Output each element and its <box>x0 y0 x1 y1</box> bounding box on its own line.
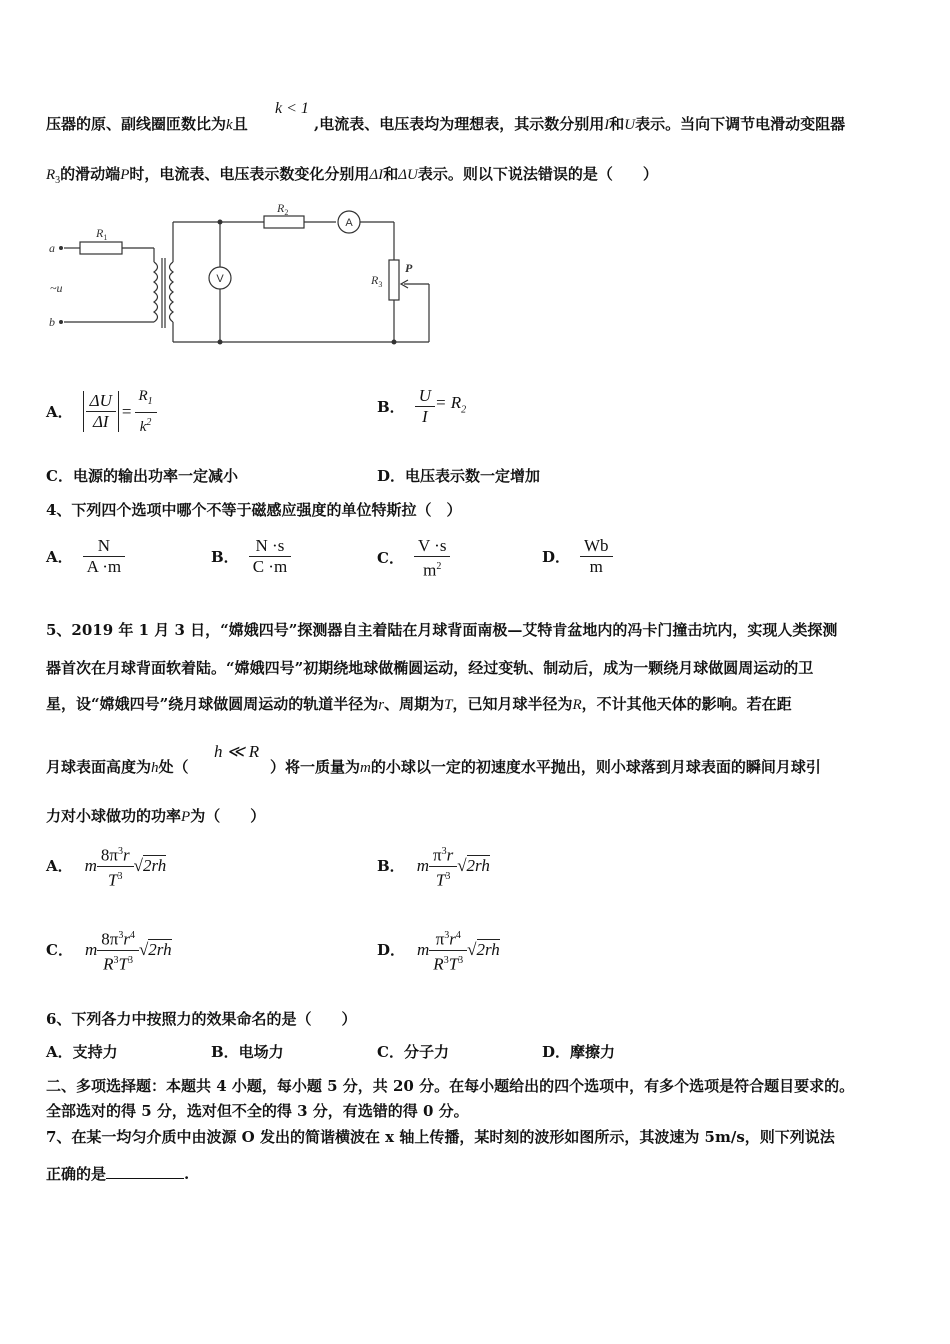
q3-condition-k: k < 1 <box>275 100 309 117</box>
r1-label: $R_1$ <box>96 226 108 242</box>
source-u-label: ~u <box>50 281 63 295</box>
voltmeter-label: V <box>216 273 224 285</box>
ammeter-label: A <box>345 217 353 229</box>
circuit-diagram <box>44 200 444 350</box>
q3-option-c[interactable]: C．电源的输出功率一定减小 <box>46 467 238 485</box>
q5-line2: 器首次在月球背面软着陆。“嫦娥四号”初期绕地球做椭圆运动，经过变轨、制动后，成为一颗绕月球做圆周运动的卫 <box>46 659 814 677</box>
q3-line1-cont: ,电流表、电压表均为理想表，其示数分别用I和U表示。当向下调节电滑动变阻器 <box>314 115 846 133</box>
answer-blank[interactable] <box>106 1164 184 1179</box>
section2-line1: 二、多项选择题：本题共 4 小题，每小题 5 分，共 20 分。在每小题给出的四个选项中，有多个选项是符合题目要求的。 <box>46 1077 855 1095</box>
q3-option-b[interactable]: B． $\frac{U}{I}$ = $R_2$ <box>377 386 467 426</box>
q6-stem: 6、下列各力中按照力的效果命名的是（ ） <box>46 1010 357 1028</box>
q5-option-b[interactable]: B． m $\frac{\pi^3r}{T^3}$ √2rh <box>377 842 490 890</box>
q5-line4: 月球表面高度为h处（ <box>46 758 189 776</box>
r3-label: $R_3$ <box>371 273 383 289</box>
slider-p-label: P <box>405 261 413 275</box>
q3-line2: $R_3$的滑动端P时，电流表、电压表示数变化分别用ΔI和ΔU表示。则以下说法错误的是（ ） <box>46 165 658 186</box>
q4-option-a[interactable]: A． $\frac{N}{A \cdot m}$ <box>46 536 125 577</box>
q5-option-d[interactable]: D． m $\frac{\pi^3r^4}{R^3T^3}$ √2rh <box>377 926 500 974</box>
q4-option-d[interactable]: D． $\frac{Wb}{m}$ <box>542 536 613 577</box>
sqrt-sign: √2rh <box>138 940 172 960</box>
q4-option-b[interactable]: B． $\frac{N \cdot s}{C \cdot m}$ <box>211 536 291 577</box>
q7-line2: 正确的是 . <box>46 1165 190 1183</box>
q6-option-c[interactable]: C．分子力 <box>377 1043 449 1061</box>
q5-option-a[interactable]: A． m $\frac{8\pi^3r}{T^3}$ √2rh <box>46 842 166 890</box>
q5-option-c[interactable]: C． m $\frac{8\pi^3r^4}{R^3T^3}$ √2rh <box>46 926 172 974</box>
r2-label: $R_2$ <box>277 201 289 217</box>
q5-condition-h: h ≪ R <box>214 742 260 761</box>
q3-option-a[interactable]: A． $\frac{\Delta U}{\Delta I}$ = $\frac{R_1}{k^2}$ <box>46 386 157 437</box>
terminal-a-label: a <box>49 241 55 255</box>
q4-stem: 4、下列四个选项中哪个不等于磁感应强度的单位特斯拉（ ） <box>46 501 462 519</box>
q3-line1: 压器的原、副线圈匝数比为k且 <box>46 115 248 133</box>
terminal-b-label: b <box>49 315 55 329</box>
section2-line2: 全部选对的得 5 分，选对但不全的得 3 分，有选错的得 0 分。 <box>46 1102 469 1120</box>
q3-option-d[interactable]: D．电压表示数一定增加 <box>377 467 541 485</box>
q7-line1: 7、在某一均匀介质中由波源 O 发出的简谐横波在 x 轴上传播，某时刻的波形如图所示，其波速为 5m/s，则下列说法 <box>46 1128 835 1146</box>
q6-option-a[interactable]: A．支持力 <box>46 1043 118 1061</box>
sqrt-sign: √2rh <box>467 940 500 960</box>
q5-line4-cont: ）将一质量为m的小球以一定的初速度水平抛出，则小球落到月球表面的瞬间月球引 <box>270 758 821 776</box>
q5-line5: 力对小球做功的功率P为（ ） <box>46 807 266 825</box>
q5-line1: 5、2019 年 1 月 3 日，“嫦娥四号”探测器自主着陆在月球背面南极—艾特肯盆地内的冯卡门撞击坑内，实现人类探测 <box>46 621 838 639</box>
q6-option-b[interactable]: B．电场力 <box>211 1043 284 1061</box>
sqrt-sign: √2rh <box>133 856 167 876</box>
q6-option-d[interactable]: D．摩擦力 <box>542 1043 616 1061</box>
sqrt-sign: √2rh <box>457 856 490 876</box>
q4-option-c[interactable]: C． $\frac{V \cdot s}{m^2}$ <box>377 536 450 581</box>
abs-value-bars: $\frac{\Delta U}{\Delta I}$ <box>83 391 119 432</box>
q5-line3: 星，设“嫦娥四号”绕月球做圆周运动的轨道半径为r、周期为T，已知月球半径为R，不计其他天体的影响。若在距 <box>46 695 792 713</box>
